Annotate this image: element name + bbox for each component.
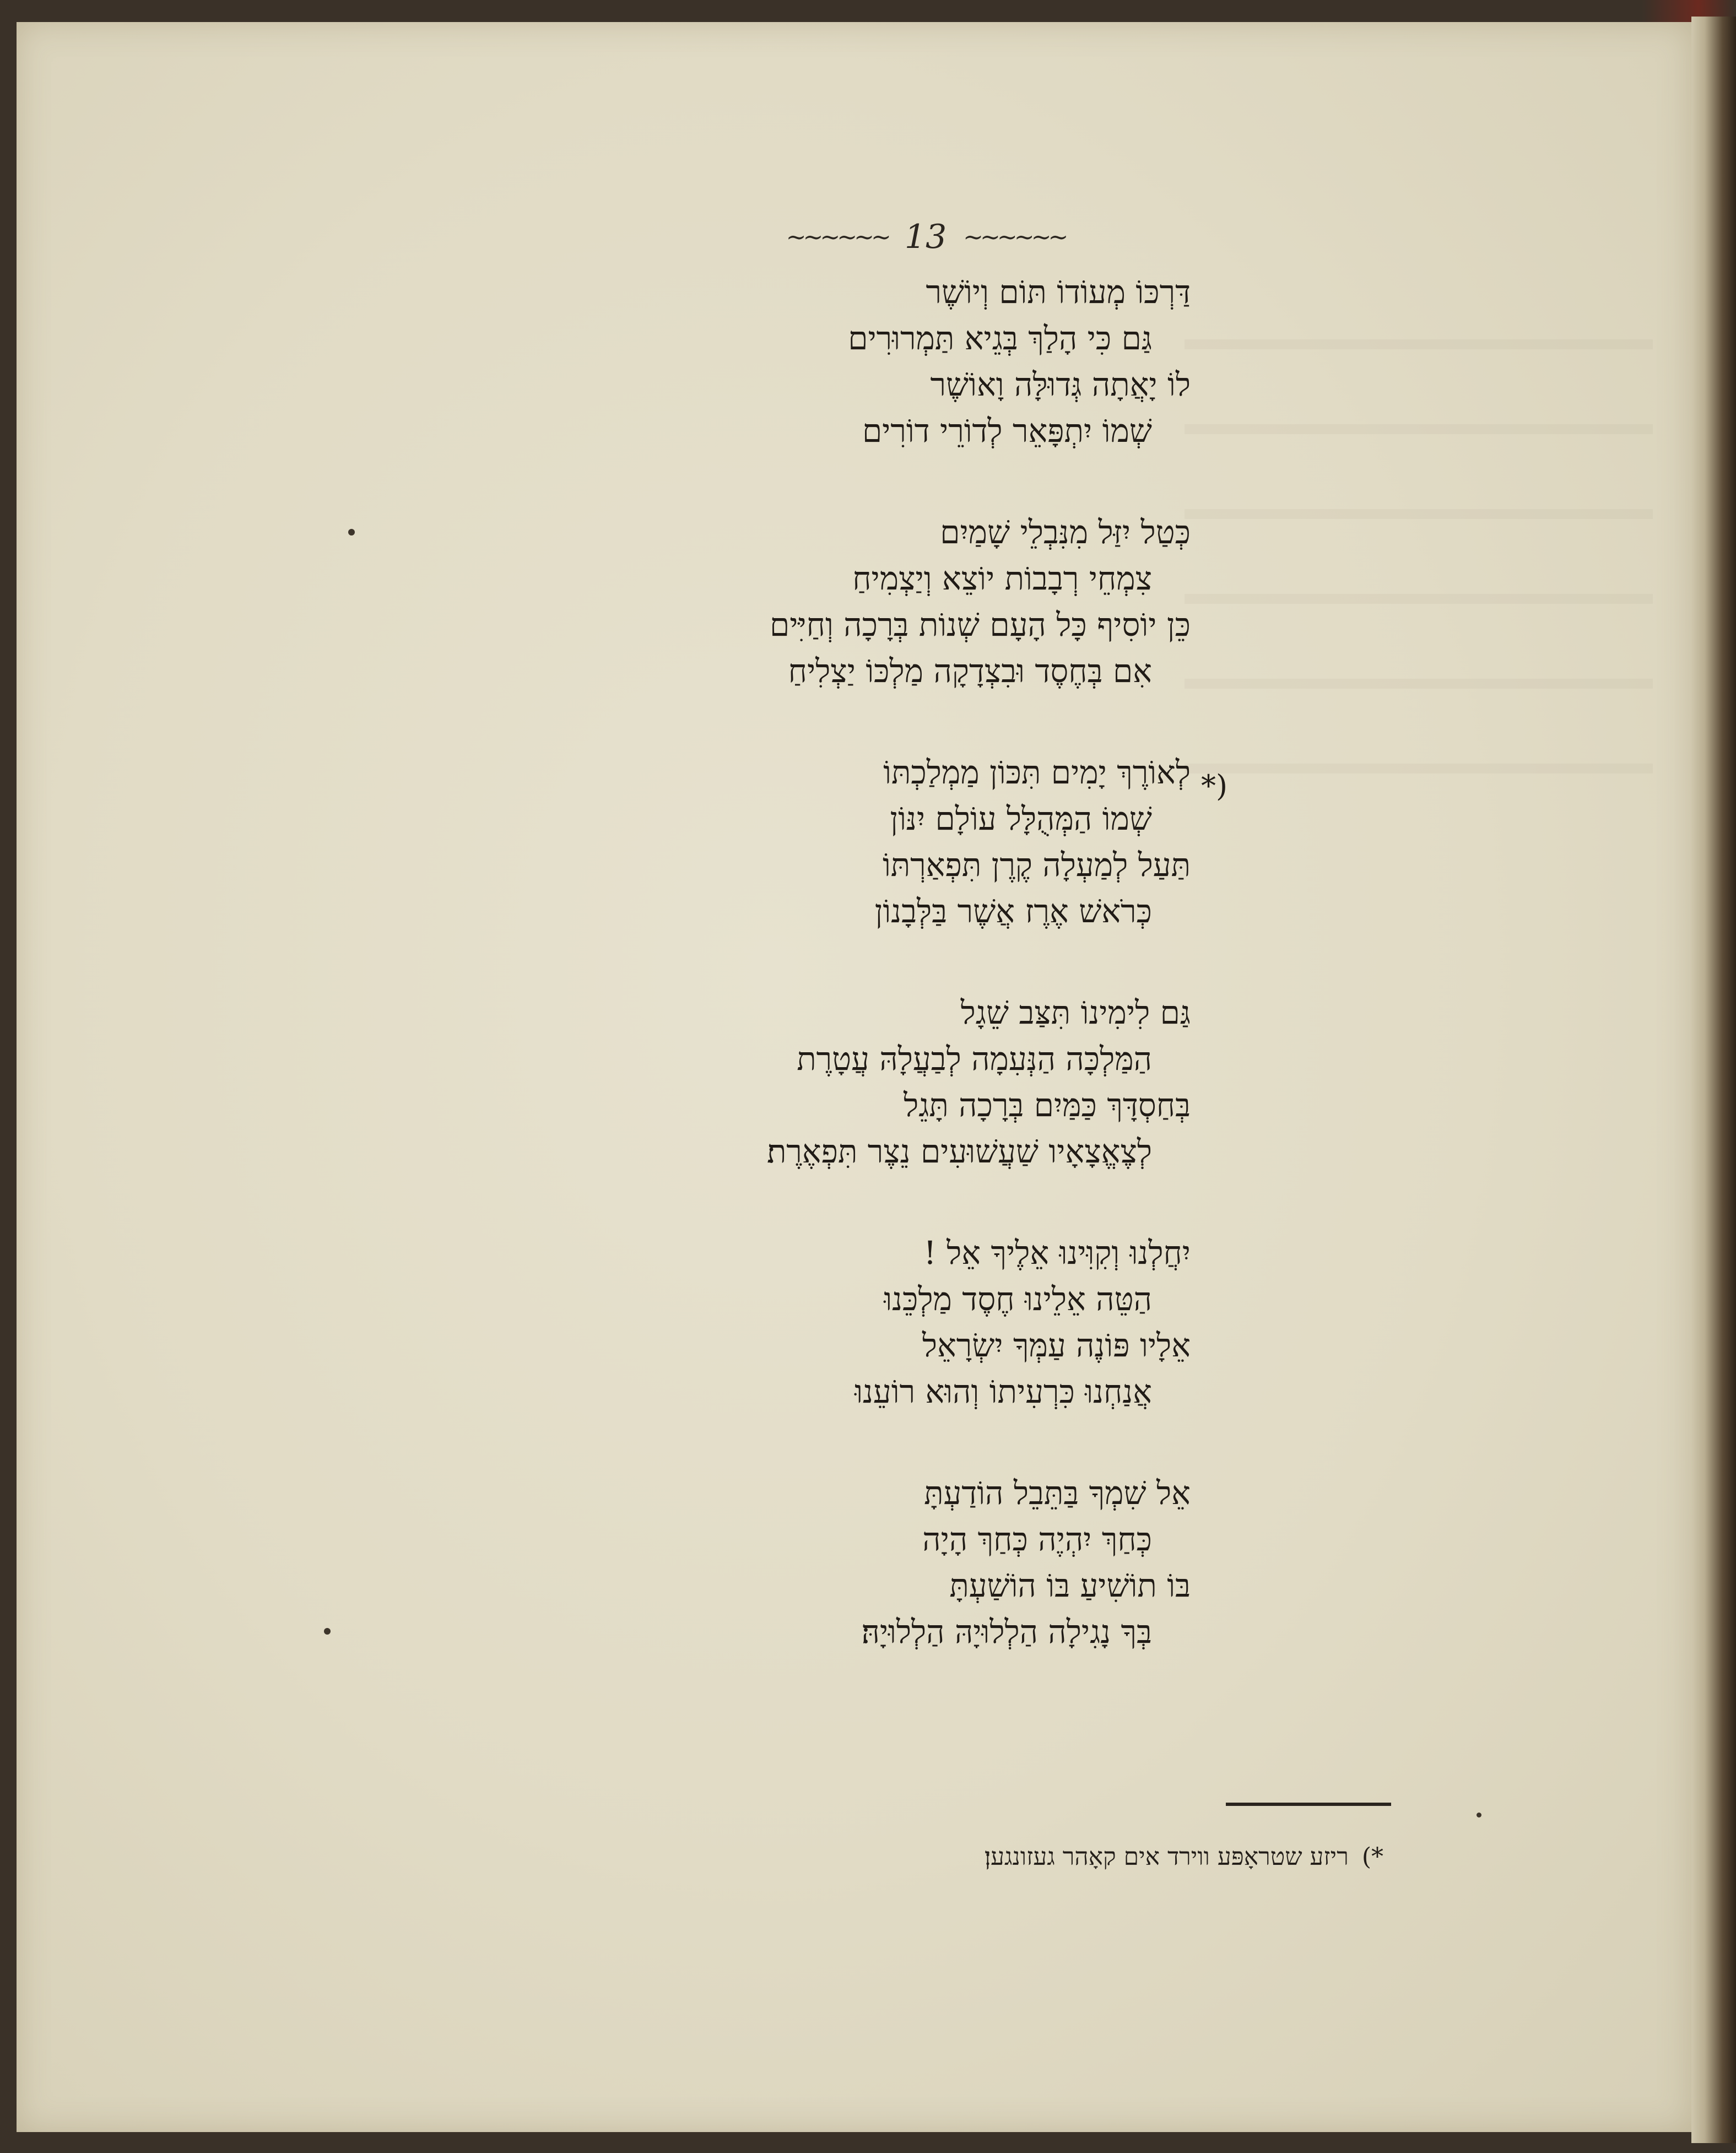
poem-line: לְצֶאֱצָאָיו שַׁעֲשׁוּעִים נֵצֶר תִּפְאֶרֶת׃ <box>766 1133 1152 1170</box>
footnote-divider <box>1226 1803 1391 1806</box>
poem-line: לוֹ יָאֲתָה גְּדוּלָּה וָאוֹשֶׁר <box>930 366 1191 403</box>
poem-line: כְּחַךְ יִהְיֶה כְּחַךְ הָיָה <box>922 1521 1152 1558</box>
book-spine <box>1691 17 1736 2143</box>
poem-body <box>529 269 1191 1710</box>
header-ornament-right: ~~~~~~ <box>963 223 1066 251</box>
poem-line: אִם בְּחֶסֶד וּבִצְדָקָה מַלְכּוֹ יַצְלִיחַ <box>788 652 1152 690</box>
page-header <box>733 218 1118 256</box>
header-ornament-left: ~~~~~~ <box>786 223 888 251</box>
poem-line: אֵל שִׁמְךָ בַּתֵּבֵל הוֹדַעְתָּ <box>924 1474 1191 1512</box>
footnote-marker: *) <box>1361 1843 1383 1871</box>
stanza <box>529 1230 1191 1415</box>
page-number: 13 <box>904 218 947 256</box>
poem-line: תַּעַל לְמַעְלָה קֶרֶן תִּפְאַרְתּוֹ <box>882 846 1191 884</box>
poem-line: הַמַּלְכָּה הַנְּעִמָה לְבַעֲלָהּ עֲטָרֶת <box>797 1040 1152 1078</box>
poem-line: גַּם כִּי הָלַךְ בְּגֵיא תַּמְרוּרִים <box>848 320 1152 357</box>
poem-line: אֵלָיו פּוֹנֶה עַמְּךָ יִשְׂרָאֵל <box>922 1327 1191 1364</box>
poem-line: בּוֹ תוֹשִׁיעַ בּוֹ הוֹשַׁעְתָּ <box>949 1567 1191 1604</box>
paper-speck <box>348 529 355 535</box>
poem-line: גַּם לִימִינוֹ תִּצַּב שֵׁגָל <box>960 994 1191 1031</box>
poem-line: צִמְחֵי רְבָבוֹת יוֹצֵא וְיַצְמִיחַ <box>852 560 1152 597</box>
poem-line: הַטֵּה אֵלֵינוּ חֶסֶד מַלְכֵּנוּ <box>884 1280 1152 1318</box>
poem-line: בְּחַסְדָּךְ כַּמַּיִם בְּרָכָה תָּגֵל <box>904 1086 1191 1124</box>
footnote-text: ריזע שטראָפּע ווירד אים קאָהר געזונגען׃ <box>984 1843 1349 1871</box>
stanza <box>529 989 1191 1175</box>
stanza <box>529 269 1191 454</box>
poem-line: דַּרְכּוֹ מְעוֹדוֹ תּוֹם וְיוֹשֶׁר <box>926 273 1191 311</box>
paper-speck <box>324 1628 331 1635</box>
poem-line: כֵּן יוֹסִיף כָּל הָעָם שְׁנוֹת בְּרָכָה וְחַיִּים <box>770 606 1191 643</box>
poem-line: בְּךָ נָגִילָה הַלְלוּיָהּ הַלְלוּיָהּ׃ <box>861 1613 1152 1651</box>
footnote-reference-marker: *) <box>1201 769 1228 803</box>
stanza <box>529 1470 1191 1655</box>
stanza <box>529 509 1191 694</box>
poem-line: כְּרֹאשׁ אֶרֶז אֲשֶׁר בַּלְּבָנוֹן <box>874 892 1152 930</box>
poem-line: שְׁמוֹ הַמְּהֻלָּל עוֹלָם יִנּוֹן <box>890 800 1152 837</box>
poem-line: לְאוֹרֶךְ יָמִים תִּכּוֹן מַמְלַכְתּוֹ <box>883 754 1191 791</box>
bleed-through-texture <box>1185 286 1653 837</box>
poem-line: אֲנַחְנוּ כִּרְעִיתוֹ וְהוּא רוֹעֵנוּ <box>855 1373 1152 1410</box>
footnote <box>985 1843 1383 1871</box>
poem-line: יִחֲלְנוּ וְקִוִּינוּ אֵלֶיךָ אֵל ! <box>923 1234 1191 1272</box>
poem-line: כְּטַל יִזַּל מִנִּבְלֵי שָׁמַיִם <box>940 513 1191 551</box>
poem-line: שְׁמוֹ יִתְפָּאֵר לְדוֹרֵי דוֹרִים <box>862 412 1152 450</box>
stanza <box>529 749 1191 934</box>
paper-speck <box>1477 1813 1481 1817</box>
